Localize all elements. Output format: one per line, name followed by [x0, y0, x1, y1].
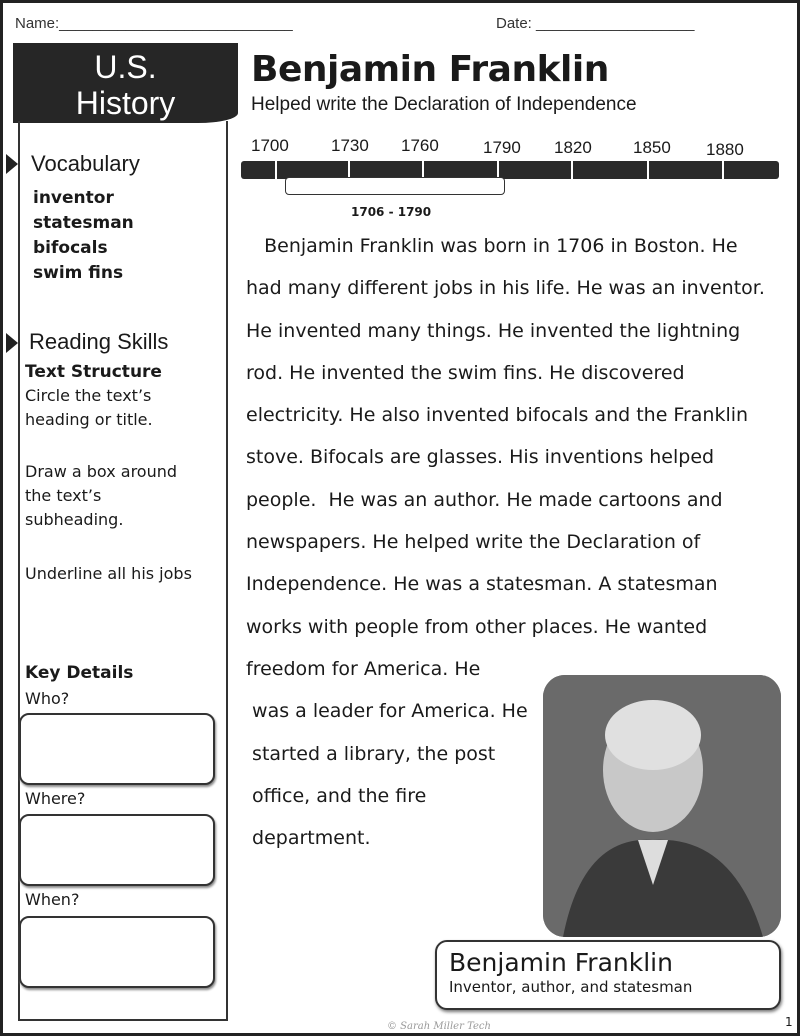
caption-description: Inventor, author, and statesman — [449, 978, 693, 996]
page-subtitle: Helped write the Declaration of Independence — [251, 94, 637, 115]
arrow-icon — [6, 154, 18, 174]
page-number: 1 — [785, 1015, 793, 1029]
name-field[interactable]: Name:____________________________ — [15, 15, 293, 32]
copyright: © Sarah Miller Tech — [387, 1021, 491, 1032]
date-field[interactable]: Date: ___________________ — [496, 15, 695, 32]
vocab-word: statesman — [33, 213, 134, 233]
key-details-title: Key Details — [25, 663, 134, 683]
instruction: Circle the text’s heading or title. — [25, 386, 153, 429]
question-label: Where? — [25, 789, 86, 808]
portrait-caption — [435, 940, 781, 1010]
passage-line: electricity. He also invented bifocals and the Franklin — [246, 404, 749, 427]
timeline-divider — [647, 161, 649, 179]
timeline-divider — [571, 161, 573, 179]
timeline-divider — [275, 161, 277, 179]
instruction: Draw a box around the text’s subheading. — [25, 462, 178, 529]
passage-line: Benjamin Franklin was born in 1706 in Boston. He — [246, 235, 738, 257]
passage-line: started a library, the post — [246, 742, 496, 765]
passage-line: was a leader for America. He — [246, 700, 528, 723]
timeline-year: 1790 — [483, 138, 521, 157]
instruction: Underline all his jobs — [25, 564, 192, 583]
lifespan-label: 1706 - 1790 — [351, 205, 432, 219]
passage-line: had many different jobs in his life. He was an inventor. — [246, 277, 765, 300]
passage-line: rod. He invented the swim fins. He discovered — [246, 361, 685, 384]
lifespan-marker — [285, 177, 505, 195]
where-answer-box[interactable] — [19, 814, 215, 886]
question-label: When? — [25, 890, 80, 909]
passage-line: people. He was an author. He made cartoons and — [246, 488, 723, 511]
passage-line: works with people from other places. He wanted — [246, 615, 708, 638]
vocab-word: inventor — [33, 188, 114, 208]
timeline-year: 1850 — [633, 138, 671, 157]
vocab-word: swim fins — [33, 263, 124, 283]
passage-line: freedom for America. He — [246, 657, 481, 680]
passage-line: stove. Bifocals are glasses. His inventions helped — [246, 446, 715, 469]
reading-skills-title: Reading Skills — [29, 329, 169, 354]
timeline-year: 1880 — [706, 140, 744, 159]
who-answer-box[interactable] — [19, 713, 215, 785]
page-title: Benjamin Franklin — [251, 49, 609, 90]
passage-line: newspapers. He helped write the Declaration of — [246, 531, 701, 554]
text-structure-title: Text Structure — [25, 362, 162, 382]
caption-name: Benjamin Franklin — [449, 948, 673, 977]
subject-heading — [13, 43, 238, 123]
heading-line-1: U.S. — [94, 49, 157, 85]
vocabulary-list — [33, 186, 134, 286]
franklin-portrait — [543, 675, 781, 937]
passage-line: Independence. He was a statesman. A statesman — [246, 573, 718, 596]
passage-line: office, and the fire — [246, 784, 427, 807]
passage-line: He invented many things. He invented the lightning — [246, 319, 741, 342]
timeline-year: 1730 — [331, 136, 369, 155]
timeline-year: 1760 — [401, 136, 439, 155]
when-answer-box[interactable] — [19, 916, 215, 988]
timeline-year: 1700 — [251, 136, 289, 155]
timeline-divider — [722, 161, 724, 179]
heading-line-2: History — [75, 85, 176, 121]
vocabulary-title: Vocabulary — [31, 151, 140, 176]
arrow-icon — [6, 333, 18, 353]
timeline-year: 1820 — [554, 138, 592, 157]
question-label: Who? — [25, 689, 70, 708]
vocab-word: bifocals — [33, 238, 108, 258]
passage-line: department. — [246, 827, 371, 850]
